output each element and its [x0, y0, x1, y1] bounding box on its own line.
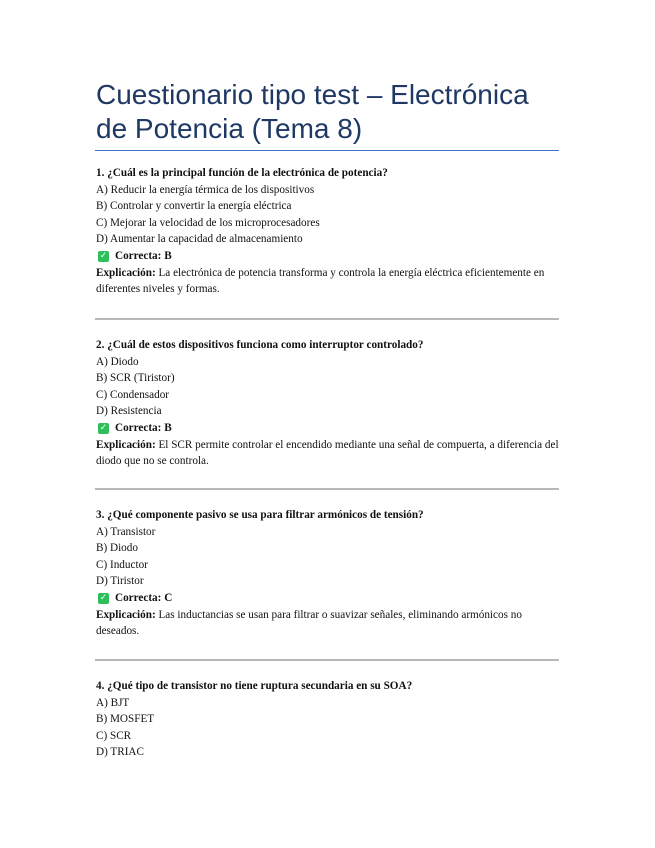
question-text: 2. ¿Cuál de estos dispositivos funciona como interruptor controlado?: [96, 339, 424, 351]
correct-label: Correcta:: [115, 591, 162, 604]
explanation-label: Explicación:: [96, 608, 156, 621]
explanation-label: Explicación:: [96, 438, 156, 451]
correct-answer: [98, 590, 562, 607]
option-a: A) Transistor: [96, 525, 156, 538]
question-block-1: [96, 165, 562, 298]
question-text: 1. ¿Cuál es la principal función de la electrónica de potencia?: [96, 167, 388, 179]
option-d: D) Resistencia: [96, 405, 162, 418]
check-icon: ✓: [99, 592, 108, 603]
option-c: C) Inductor: [96, 558, 148, 571]
separator: [95, 318, 559, 320]
option-d: D) TRIAC: [96, 746, 144, 759]
option-b: B) SCR (Tiristor): [96, 372, 175, 385]
explanation: [96, 437, 562, 470]
correct-label: Correcta:: [115, 249, 162, 262]
explanation-text: La electrónica de potencia transforma y controla la energía eléctrica eficientemente en diferentes niveles y formas.: [96, 266, 545, 296]
correct-label: Correcta:: [115, 421, 162, 434]
separator: [95, 659, 559, 661]
title-underline: [95, 150, 559, 151]
answer-letter: B: [164, 421, 172, 434]
explanation-label: Explicación:: [96, 266, 156, 279]
correct-answer: [98, 420, 562, 437]
option-b: B) MOSFET: [96, 713, 155, 726]
explanation: [96, 607, 562, 640]
correct-answer: [98, 248, 562, 265]
separator: [95, 488, 559, 490]
option-b: B) Diodo: [96, 542, 138, 555]
answer-letter: B: [164, 249, 172, 262]
page-title: Cuestionario tipo test – Electrónica de Potencia (Tema 8): [96, 79, 529, 144]
explanation: [96, 265, 562, 298]
explanation-text: El SCR permite controlar el encendido mediante una señal de compuerta, a diferencia del diodo que no se controla.: [96, 438, 559, 468]
question-block-2: [96, 337, 562, 470]
option-d: D) Aumentar la capacidad de almacenamiento: [96, 233, 303, 246]
option-d: D) Tiristor: [96, 575, 144, 588]
option-a: A) Diodo: [96, 355, 139, 368]
explanation-text: Las inductancias se usan para filtrar o suavizar señales, eliminando armónicos no deseados.: [96, 608, 522, 638]
question-block-4: [96, 678, 562, 761]
question-block-3: [96, 507, 562, 640]
question-text: 3. ¿Qué componente pasivo se usa para filtrar armónicos de tensión?: [96, 509, 424, 521]
question-text: 4. ¿Qué tipo de transistor no tiene ruptura secundaria en su SOA?: [96, 680, 413, 692]
check-icon: ✓: [99, 250, 108, 261]
answer-letter: C: [164, 591, 173, 604]
option-c: C) Condensador: [96, 388, 170, 401]
option-b: B) Controlar y convertir la energía eléctrica: [96, 200, 292, 213]
option-c: C) Mejorar la velocidad de los microprocesadores: [96, 216, 320, 229]
option-a: A) Reducir la energía térmica de los dispositivos: [96, 183, 315, 196]
check-icon: ✓: [99, 422, 108, 433]
option-c: C) SCR: [96, 729, 132, 742]
option-a: A) BJT: [96, 696, 130, 709]
